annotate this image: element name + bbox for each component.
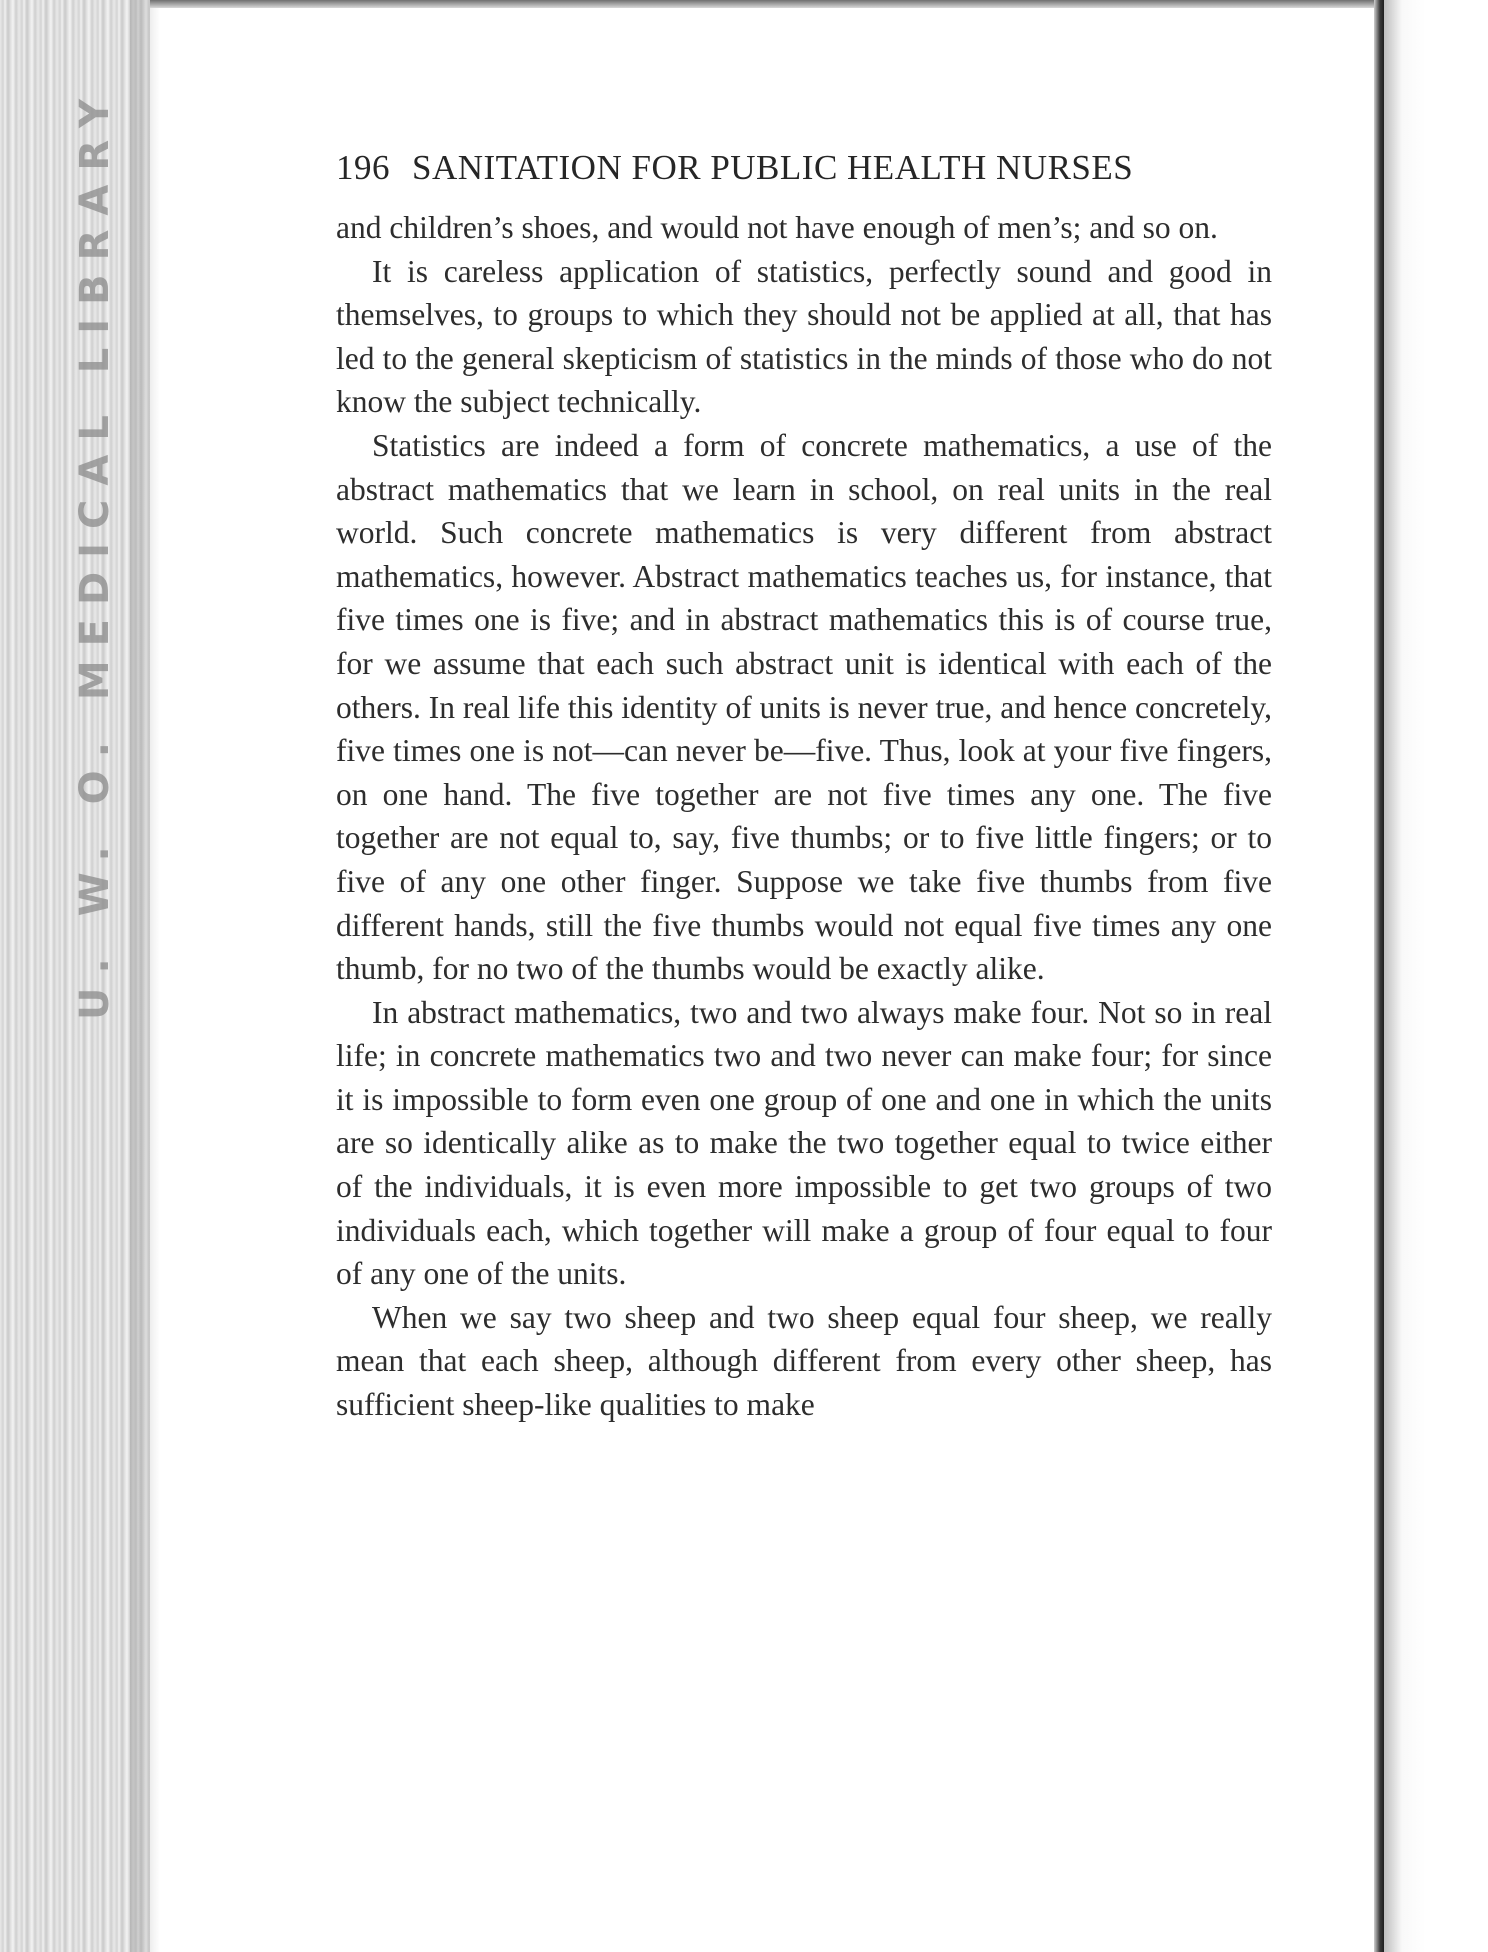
running-title: SANITATION FOR PUBLIC HEALTH NURSES [412,148,1134,187]
running-head [336,140,1272,196]
facing-page-gutter [1384,0,1402,1952]
library-stamp: U. W. O. MEDICAL LIBRARY [72,85,118,1020]
page-right-edge [1374,0,1384,1952]
paragraph-concrete-mathematics: Statistics are indeed a form of concrete mathematics, a use of the abstract mathematics that we learn in school, on real units in the real world. Such concrete mathematics is very different from abstract mathematics, however. Abstract mathematics teaches us, for instance, that five times one is five; and in abstract mathematics this is of course true, for we assume that each such abstract unit is identical with each of the others. In real life this identity of units is never true, and hence concretely, five times one is not—can never be—five. Thus, look at your five fingers, on one hand. The five together are not five times any one. The five together are not equal to, say, five thumbs; or to five little fingers; or to five of any one other finger. Suppose we take five thumbs from five different hands, still the five thumbs would not equal five times any one thumb, for no two of the thumbs would be exactly alike. [336,427,1272,987]
paragraph-continuation: and children’s shoes, and would not have enough of men’s; and so on. [336,210,1218,245]
paragraph-careless-application: It is careless application of statistics, perfectly sound and good in themselves, to groups to which they should not be applied at all, that has led to the general skepticism of statistics in the minds of those who do not know the subject technically. [336,253,1272,420]
paragraph-sheep: When we say two sheep and two sheep equal four sheep, we really mean that each sheep, although different from every other sheep, has sufficient sheep-like qualities to make [336,1299,1272,1423]
text-block [336,140,1272,1427]
page-number: 196 [336,148,390,187]
spine-shadow [130,0,160,1952]
page-top-edge [150,0,1390,8]
paragraph-two-and-two: In abstract mathematics, two and two always make four. Not so in real life; in concrete mathematics two and two never can make four; for since it is impossible to form even one group of one and one in which the units are so identically alike as to make the two together equal to twice either of the individuals, it is even more impossible to get two groups of two individuals each, which together will make a group of four equal to four of any one of the units. [336,994,1272,1292]
